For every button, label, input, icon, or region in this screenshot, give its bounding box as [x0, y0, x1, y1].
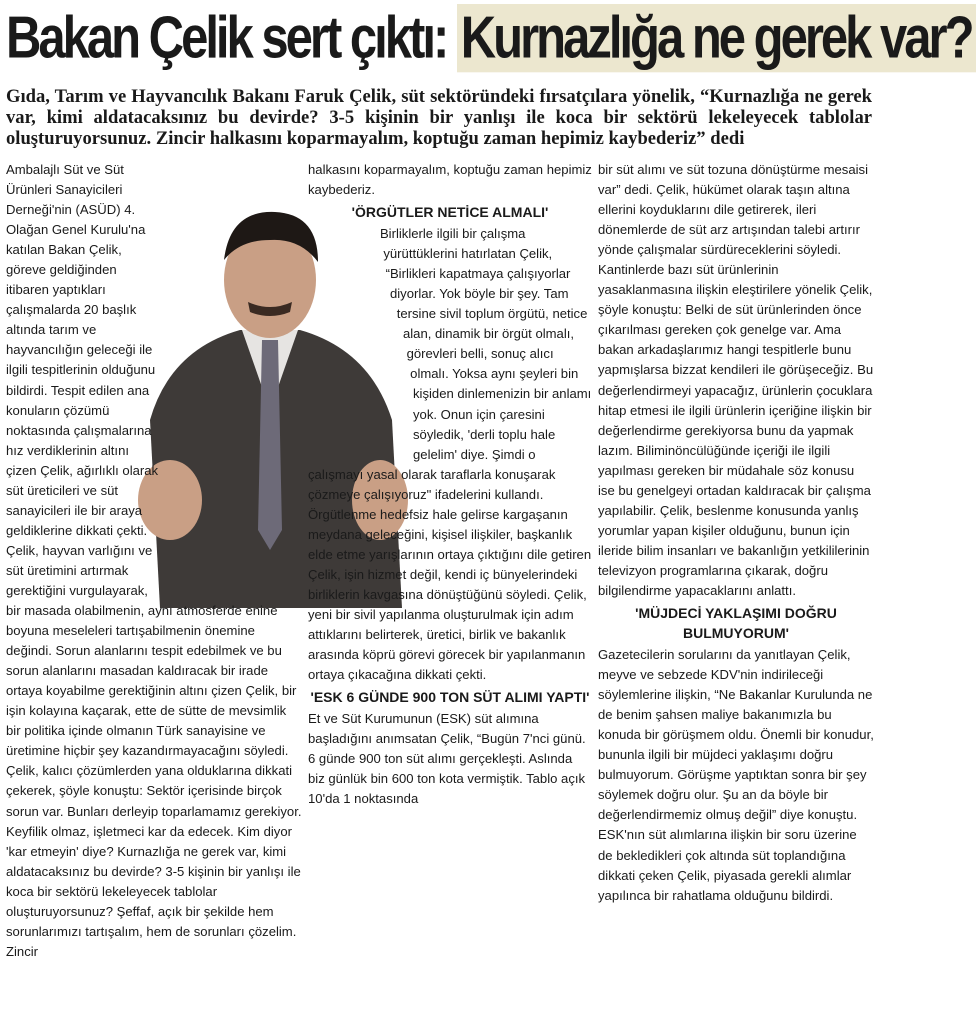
column-3-paragraph-1: bir süt alımı ve süt tozuna dönüştürme mesaisi var” dedi. Çelik, hükümet olarak taşın altına ellerini koyduklarını dile getirerek, ileri dönemlerde de süt arz artışından talebi artırır yönde çalışmalar sürdüreceklerini söyledi. Kantinlerde bazı süt ürünlerinin yasaklanmasına ilişkin eleştirilere yönelik Çelik, şöyle konuştu: Belki de süt ürünlerinden önce çıkarılması gereken çok genelge var. Ama bakan arkadaşlarımız hangi tespitlerle bunu yapmışlarsa bizzat kendileri ile görüşeceğiz. Bu değerlendirmeyi yapacağız, ürünlerin çocuklara hitap etmesi ile ilgili ürünlerin içeriğine ilişkin bir değerlendirme gerekiyorsa bunu da yapmak lazım. Biliminöncülüğünde içeriği ile ilgili yapılması gereken bir müdahale söz konusu ise bu genelgeyi ortadan kaldıracak bir çalışma yapılabilir. Çelik, beslenme konusunda yanlış yorumlar yapan kişiler olduğunu, bunun için ileride bilim insanları ve bakanlığın yetkililerinin televizyon programlarına çıkarak, doğru bilgilendirme yapacaklarını anlattı.	[598, 162, 874, 598]
column-2	[308, 160, 592, 809]
column-3	[598, 160, 874, 906]
column-2-paragraph-2: Örgütlenme hedefsiz hale gelirse kargaşanın meydana geleceğini, kişisel ilişkiler, başkanlık elde etme yarışlarının ortaya çıktığını dile getiren Çelik, işin hizmet değil, kendi iç bünyelerindeki birliklerin kavgasına dönüştüğünü söyledi. Çelik, yeni bir sivil yapılanma oluşturulmak için adım attıklarını belirterek, üretici, birlik ve bakanlık arasında köprü görevi görecek bir yapılanmanın ortaya çıkacağına dikkati çekti.	[308, 506, 592, 683]
column-1	[6, 160, 302, 962]
headline-part2: Kurnazlığa ne gerek var?	[457, 4, 976, 72]
subhead-orgutler: 'ÖRGÜTLER NETİCE ALMALI'	[351, 204, 549, 221]
column-2-paragraph-3: Et ve Süt Kurumunun (ESK) süt alımına başladığını anımsatan Çelik, “Bugün 7'nci günü. 6 günde 900 ton süt alımı gerçekleşti. Aslında biz günlük bin 600 ton kota vermiştik. Tablo açık 10'da 1 noktasında	[308, 711, 586, 807]
column-2-paragraph-1: Birliklerle ilgili bir çalışma yürüttüklerini hatırlatan Çelik, “Birlikleri kapatmaya çalışıyorlar diyorlar. Yok böyle bir şey. Tam tersine sivil toplum örgütü, netice alan, dinamik bir örgüt olmalı, görevleri belli, sonuç alıcı olmalı. Yoksa aynı şeyleri bin kişiden dinlemenizin bir anlamı yok. Onun için çaresini söyledik, 'derli toplu hale gelelim' diye. Şimdi o çalışmayı yasal olarak taraflarla konuşarak çözmeye çalışıyoruz" ifadelerini kullandı.	[308, 226, 592, 502]
column-3-paragraph-2: Gazetecilerin sorularını da yanıtlayan Çelik, meyve ve sebzede KDV'nin indirileceği söylemlerine ilişkin, “Ne Bakanlar Kurulunda ne de benim şahsen maliye bakanımızla bu konuda bir görüşmem oldu. Önemli bir konudur, bununla ilgili bir müjdeci yaklaşımı doğru bulmuyorum. Görüşme yaptıktan sonra bir şey söylemek doğru olur. Şu an da böyle bir değerlendirmemiz olmuş değil” diye konuştu. ESK'nın süt alımlarına ilişkin bir soru üzerine de bekledikleri çok altında süt toplandığına dikkati çeken Çelik, piyasada gerekli alımlar yapılınca bir rahatlama olduğunu bildirdi.	[598, 647, 874, 903]
subheadline: Gıda, Tarım ve Hayvancılık Bakanı Faruk Çelik, süt sektöründeki fırsatçılara yönelik, “Kurnazlığa ne gerek var, kimi aldatacaksınız bu devirde? 3-5 kişinin bir yanlışı ile koca bir sektörü lekeleyecek tablolar oluşturuyorsunuz. Zincir halkasını koparmayalım, koptuğu zaman hepimiz kaybederiz” dedi	[6, 86, 872, 149]
column-1-text: Ambalajlı Süt ve Süt Ürünleri Sanayicileri Derneği'nin (ASÜD) 4. Olağan Genel Kurulu'na katılan Bakan Çelik, göreve geldiğinden itibaren yaptıkları çalışmalarda 20 başlık altında tarım ve hayvancılığın geleceği ile ilgili tespitlerinin olduğunu bildirdi. Tespit edilen ana konuların çözümü noktasında çalışmalarına hız verdiklerinin altını çizen Çelik, ağırlıklı olarak süt üreticileri ve süt sanayicileri ile bir araya geldiklerine dikkati çekti. Çelik, hayvan varlığını ve süt üretimini artırmak gerektiğini vurgulayarak, bir masada olabilmenin, aynı atmosferde enine boyuna meseleleri tartışabilmenin önemine değindi. Sorun alanlarını tespit edebilmek ve bu sorun alanlarını masadan kaldıracak bir irade ortaya koyabilme gerektiğinin altını çizen Çelik, bir işin kolayına kaçarak, ette de sütte de mevsimlik bir politika içinde olmanın Türk sanayisine ve üretimine hiçbir şey kazandırmayacağını söyledi. Çelik, kalıcı çözümlerden yana olduklarına dikkati çekerek, şöyle konuştu: Sektör içerisinde birçok sorun var. Bunları derleyip toparlamamız gerekiyor. Keyfilik olmaz, işletmeci kar da edecek. Kim diyor 'kar etmeyin' diye? Kurnazlığa ne gerek var, kimi aldatacaksınız bu devirde? 3-5 kişinin bir yanlışı ile koca bir sektörü lekeleyecek tablolar oluşturuyorsunuz? Şeffaf, açık bir şekilde hem sorunlarımızı tartışalım, hem de sorunları çözelim. Zincir	[6, 162, 302, 959]
subhead-mujdeci: 'MÜJDECİ YAKLAŞIMI DOĞRU BULMUYORUM'	[635, 605, 837, 642]
headline	[6, 4, 976, 78]
column-2-lead: halkasını koparmayalım, koptuğu zaman hepimiz kaybederiz.	[308, 162, 592, 198]
subhead-esk: 'ESK 6 GÜNDE 900 TON SÜT ALIMI YAPTI'	[310, 689, 590, 706]
headline-part1: Bakan Çelik sert çıktı:	[6, 5, 447, 72]
